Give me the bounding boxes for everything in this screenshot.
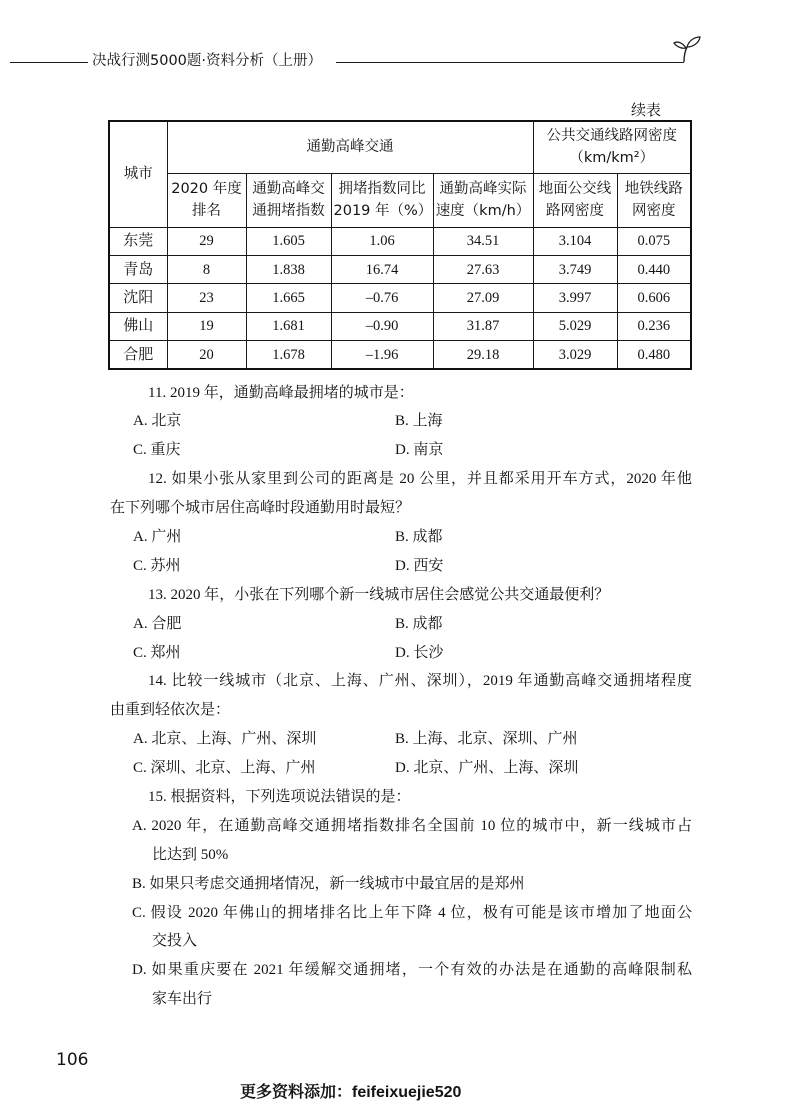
question-14-options-row-2 — [133, 754, 800, 783]
question-11-options-row-1 — [133, 407, 800, 436]
table-row — [109, 284, 691, 312]
question-12-stem-line-1: 12. 如果小张从家里到公司的距离是 20 公里，并且都采用开车方式，2020 年他 — [148, 471, 692, 488]
metro-density-cell: 0.440 — [617, 255, 691, 283]
question-13-stem: 13. 2020 年，小张在下列哪个新一线城市居住会感觉公共交通最便利？ — [148, 586, 610, 603]
bus-density-cell: 3.104 — [533, 227, 617, 255]
metro-density-cell: 0.236 — [617, 312, 691, 340]
city-cell: 沈阳 — [109, 284, 167, 312]
header-density-group — [533, 121, 691, 173]
question-14-option-a: A. 北京、上海、广州、深圳 — [133, 731, 317, 748]
header-rank-line-2: 排名 — [192, 203, 221, 219]
yoy-change-cell: –0.90 — [331, 312, 433, 340]
question-13-option-a: A. 合肥 — [133, 615, 182, 632]
header-metro-density — [617, 173, 691, 227]
questions-section — [0, 379, 800, 1015]
header-commute-group: 通勤高峰交通 — [167, 121, 533, 173]
question-14-option-b: B. 上海、北京、深圳、广州 — [395, 731, 578, 748]
congestion-index-cell: 1.681 — [246, 312, 331, 340]
bus-density-cell: 3.749 — [533, 255, 617, 283]
question-12-option-b: B. 成都 — [395, 528, 443, 545]
sprout-stem — [684, 47, 687, 62]
question-11-option-a: A. 北京 — [133, 413, 182, 430]
metro-density-cell: 0.075 — [617, 227, 691, 255]
city-cell: 佛山 — [109, 312, 167, 340]
question-14-option-c: C. 深圳、北京、上海、广州 — [133, 760, 316, 777]
header-density-line-1: 公共交通线路网密度 — [546, 128, 677, 145]
yoy-change-cell: –1.96 — [331, 341, 433, 369]
table-row — [109, 312, 691, 340]
running-title: 决战行测5000题·资料分析（上册） — [92, 53, 323, 69]
question-15-stem: 15. 根据资料，下列选项说法错误的是： — [148, 788, 411, 805]
metro-density-cell: 0.480 — [617, 341, 691, 369]
table-continued-label: 续表 — [631, 103, 662, 119]
congestion-index-cell: 1.838 — [246, 255, 331, 283]
header-speed — [433, 173, 533, 227]
rank-cell: 8 — [167, 255, 246, 283]
speed-cell: 27.09 — [433, 284, 533, 312]
header-yoy-change-line-1: 拥堵指数同比 — [338, 181, 426, 197]
question-13-options-row-2 — [133, 639, 800, 668]
speed-cell: 29.18 — [433, 341, 533, 369]
table-header-row-1 — [109, 121, 691, 173]
header-rule-left — [10, 62, 88, 63]
header-rank-line-1: 2020 年度 — [171, 181, 242, 197]
header-rank — [167, 173, 246, 227]
yoy-change-cell: 1.06 — [331, 227, 433, 255]
header-congestion-index — [246, 173, 331, 227]
question-14-options-row-1 — [133, 725, 800, 754]
question-11-stem: 11. 2019 年，通勤高峰最拥堵的城市是： — [148, 384, 414, 401]
header-rule-right — [336, 62, 684, 63]
question-13-options-row-1 — [133, 610, 800, 639]
header-density-unit: （km/km²） — [569, 150, 655, 167]
bus-density-cell: 3.029 — [533, 341, 617, 369]
question-12-option-a: A. 广州 — [133, 528, 182, 545]
question-14-stem-line-1: 14. 比较一线城市（北京、上海、广州、深圳），2019 年通勤高峰交通拥堵程度 — [148, 673, 692, 690]
rank-cell: 19 — [167, 312, 246, 340]
question-12-options-row-2 — [133, 552, 800, 581]
page-number: 106 — [56, 1050, 89, 1070]
yoy-change-cell: –0.76 — [331, 284, 433, 312]
question-12-stem-line-2: 在下列哪个城市居住高峰时段通勤用时最短？ — [110, 500, 411, 517]
congestion-index-cell: 1.678 — [246, 341, 331, 369]
table-row — [109, 341, 691, 369]
bus-density-cell: 5.029 — [533, 312, 617, 340]
question-12-option-d: D. 西安 — [395, 557, 444, 574]
rank-cell: 20 — [167, 341, 246, 369]
city-cell: 青岛 — [109, 255, 167, 283]
rank-cell: 23 — [167, 284, 246, 312]
header-congestion-index-line-2: 通拥堵指数 — [252, 203, 325, 219]
sprout-left-leaf — [674, 42, 686, 48]
question-15-option-a-line-1: A. 2020 年，在通勤高峰交通拥堵指数排名全国前 10 位的城市中，新一线城市占 — [132, 817, 692, 834]
header-bus-density-line-2: 路网密度 — [546, 203, 604, 219]
question-15-option-c-line-2: 交投入 — [152, 933, 198, 950]
rank-cell: 29 — [167, 227, 246, 255]
question-11-option-b: B. 上海 — [395, 413, 443, 430]
speed-cell: 31.87 — [433, 312, 533, 340]
traffic-table — [108, 120, 692, 370]
header-metro-density-line-2: 网密度 — [632, 203, 676, 219]
question-15-option-c-line-1: C. 假设 2020 年佛山的拥堵排名比上年下降 4 位，极有可能是该市增加了地面公 — [132, 904, 692, 921]
question-15-option-d-line-1: D. 如果重庆要在 2021 年缓解交通拥堵，一个有效的办法是在通勤的高峰限制私 — [132, 962, 692, 979]
header-city: 城市 — [109, 121, 167, 227]
sprout-icon — [672, 32, 702, 64]
speed-cell: 34.51 — [433, 227, 533, 255]
question-15-option-a-line-2: 比达到 50% — [152, 846, 229, 863]
question-15-option-d-line-2: 家车出行 — [152, 991, 213, 1008]
congestion-index-cell: 1.605 — [246, 227, 331, 255]
question-11-option-c: C. 重庆 — [133, 442, 181, 459]
question-13-option-d: D. 长沙 — [395, 644, 444, 661]
bus-density-cell: 3.997 — [533, 284, 617, 312]
question-13-option-c: C. 郑州 — [133, 644, 181, 661]
table-row — [109, 227, 691, 255]
header-bus-density-line-1: 地面公交线 — [538, 181, 612, 197]
congestion-index-cell: 1.665 — [246, 284, 331, 312]
header-speed-line-1: 通勤高峰实际 — [439, 181, 527, 197]
question-11-option-d: D. 南京 — [395, 442, 444, 459]
yoy-change-cell: 16.74 — [331, 255, 433, 283]
question-12-options-row-1 — [133, 523, 800, 552]
header-congestion-index-line-1: 通勤高峰交 — [252, 181, 325, 197]
question-14-stem-line-2: 由重到轻依次是： — [110, 702, 231, 719]
question-15-option-b: B. 如果只考虑交通拥堵情况，新一线城市中最宜居的是郑州 — [132, 875, 525, 892]
header-bus-density — [533, 173, 617, 227]
header-speed-line-2: 速度（km/h） — [435, 203, 531, 219]
metro-density-cell: 0.606 — [617, 284, 691, 312]
city-cell: 合肥 — [109, 341, 167, 369]
footer-contact: 更多资料添加：feifeixuejie520 — [240, 1084, 462, 1101]
city-cell: 东莞 — [109, 227, 167, 255]
question-13-option-b: B. 成都 — [395, 615, 443, 632]
header-metro-density-line-1: 地铁线路 — [624, 181, 683, 197]
table-row — [109, 255, 691, 283]
question-14-option-d: D. 北京、广州、上海、深圳 — [395, 760, 579, 777]
question-12-option-c: C. 苏州 — [133, 557, 181, 574]
table-header-row-2 — [109, 173, 691, 227]
header-yoy-change — [331, 173, 433, 227]
question-11-options-row-2 — [133, 436, 800, 465]
speed-cell: 27.63 — [433, 255, 533, 283]
header-yoy-change-line-2: 2019 年（%） — [333, 203, 433, 219]
sprout-right-leaf — [687, 37, 700, 47]
